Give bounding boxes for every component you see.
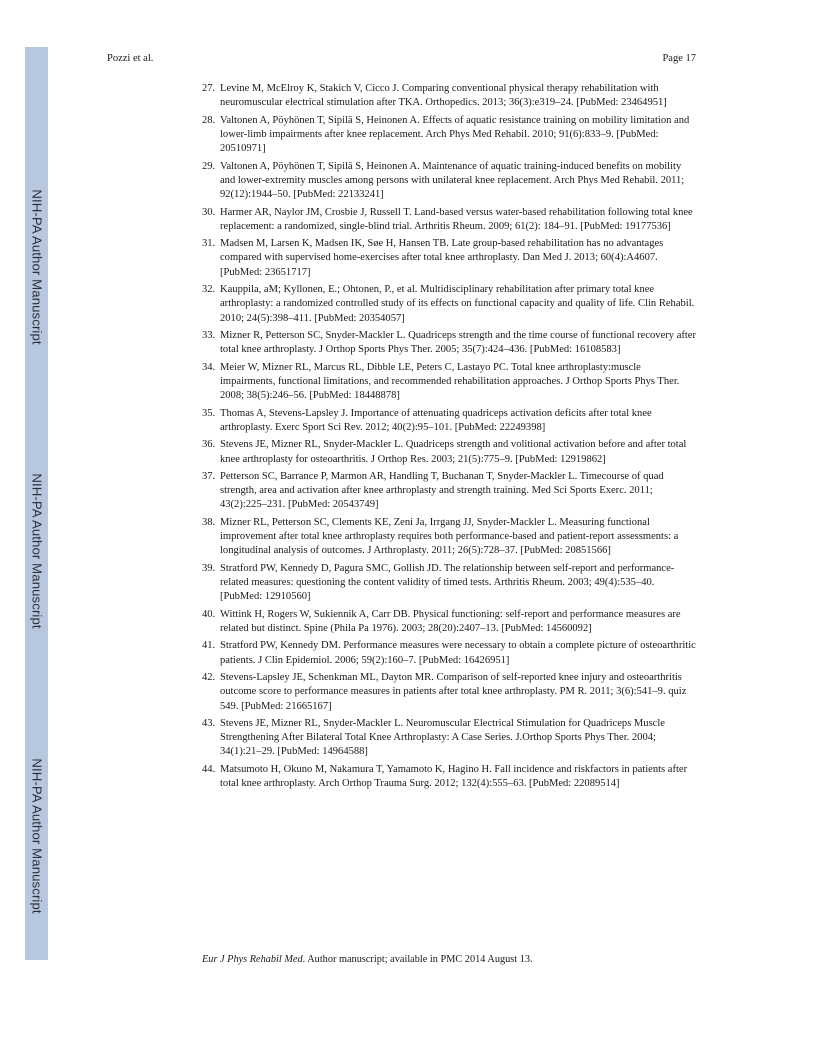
reference-number: 38. bbox=[202, 516, 216, 528]
reference-text: Stevens-Lapsley JE, Schenkman ML, Dayton MR. Comparison of self-reported knee injury and osteoarthritis outcome score to performance measures in patients after total knee arthroplasty. PM R. 2011; 3(6):541–9. quiz 549. [PubMed: 21665167] bbox=[220, 672, 687, 712]
page-footer bbox=[202, 954, 533, 965]
page-number: Page 17 bbox=[662, 53, 696, 64]
reference-item bbox=[202, 608, 698, 636]
reference-item bbox=[202, 114, 698, 157]
reference-item bbox=[202, 407, 698, 435]
sidebar-label: NIH-PA Author Manuscript bbox=[29, 758, 44, 914]
reference-number: 42. bbox=[202, 672, 216, 684]
reference-number: 28. bbox=[202, 114, 216, 126]
reference-number: 27. bbox=[202, 83, 216, 94]
reference-text: Meier W, Mizner RL, Marcus RL, Dibble LE, Peters C, Lastayo PC. Total knee arthroplasty:muscle impairments, functional limitations, and recommended rehabilitation approaches. J Orthop Sports Phys Ther. 2008; 38(5):246–56. [PubMed: 18448878] bbox=[220, 361, 680, 402]
reference-text: Kauppila, aM; Kyllonen, E.; Ohtonen, P., et al. Multidisciplinary rehabilitation after primary total knee arthroplasty: a randomized controlled study of its effects on functional capacity and quality of life. Clin Rehabil. 2010; 24(5):398–411. [PubMed: 20354057] bbox=[220, 284, 695, 324]
reference-item bbox=[202, 516, 698, 559]
reference-item bbox=[202, 438, 698, 466]
reference-item bbox=[202, 639, 698, 667]
reference-number: 41. bbox=[202, 640, 216, 652]
reference-number: 43. bbox=[202, 718, 216, 730]
reference-number: 29. bbox=[202, 160, 216, 172]
reference-text: Harmer AR, Naylor JM, Crosbie J, Russell T. Land-based versus water-based rehabilitation following total knee replacement: a randomized, single-blind trial. Arthritis Rheum. 2009; 61(2): 184–91. [PubMed: 19177536] bbox=[220, 206, 693, 232]
reference-item bbox=[202, 671, 698, 714]
footer-availability: . Author manuscript; available in PMC 2014 August 13. bbox=[302, 954, 533, 965]
reference-item bbox=[202, 82, 698, 110]
reference-number: 31. bbox=[202, 238, 216, 250]
reference-item bbox=[202, 206, 698, 234]
reference-text: Petterson SC, Barrance P, Marmon AR, Handling T, Buchanan T, Snyder-Mackler L. Timecourse of quad strength, area and activation after knee arthroplasty and strength training. Med Sci Sports Exerc. 2011; 43(2):225–231. [PubMed: 20543749] bbox=[220, 471, 664, 511]
reference-text: Mizner R, Petterson SC, Snyder-Mackler L. Quadriceps strength and the time course of functional recovery after total knee arthroplasty. J Orthop Sports Phys Ther. 2005; 35(7):424–436. [PubMed: 16108583] bbox=[220, 330, 697, 356]
reference-item bbox=[202, 717, 698, 760]
reference-number: 33. bbox=[202, 330, 216, 342]
reference-text: Stratford PW, Kennedy DM. Performance measures were necessary to obtain a complete picture of osteoarthritic patients. J Clin Epidemiol. 2006; 59(2):160–7. [PubMed: 16426951] bbox=[220, 640, 696, 666]
reference-number: 34. bbox=[202, 361, 216, 373]
reference-item bbox=[202, 283, 698, 326]
reference-text: Valtonen A, Pöyhönen T, Sipilä S, Heinonen A. Effects of aquatic resistance training on mobility limitation and lower-limb impairments after knee replacement. Arch Phys Med Rehabil. 2010; 91(6):833–9. [PubMed: 20510971] bbox=[220, 114, 690, 155]
reference-text: Madsen M, Larsen K, Madsen IK, Søe H, Hansen TB. Late group-based rehabilitation has no advantages compared with supervised home-exercises after total knee arthroplasty. Dan Med J. 2013; 60(4):A4607. [PubMed: 23651717] bbox=[220, 238, 664, 278]
reference-text: Mizner RL, Petterson SC, Clements KE, Zeni Ja, Irrgang JJ, Snyder-Mackler L. Measuring functional improvement after total knee arthroplasty requires both performance-based and patient-report assessments: a longitudinal analysis of outcomes. J Arthroplasty. 2011; 26(5):728–37. [PubMed: 20851566] bbox=[220, 516, 679, 557]
reference-text: Thomas A, Stevens-Lapsley J. Importance of attenuating quadriceps activation deficits after total knee arthroplasty. Exerc Sport Sci Rev. 2012; 40(2):95–101. [PubMed: 22249398] bbox=[220, 407, 652, 433]
reference-number: 44. bbox=[202, 763, 216, 775]
sidebar-label: NIH-PA Author Manuscript bbox=[29, 189, 44, 345]
reference-item bbox=[202, 763, 698, 791]
reference-item bbox=[202, 329, 698, 357]
author-manuscript-sidebar bbox=[25, 47, 48, 960]
reference-number: 35. bbox=[202, 407, 216, 419]
reference-number: 37. bbox=[202, 471, 216, 483]
reference-text: Matsumoto H, Okuno M, Nakamura T, Yamamoto K, Hagino H. Fall incidence and riskfactors in patients after total knee arthroplasty. Arch Orthop Trauma Surg. 2012; 132(4):555–63. [PubMed: 22089514] bbox=[220, 763, 688, 790]
journal-name: Eur J Phys Rehabil Med bbox=[202, 954, 303, 965]
reference-item bbox=[202, 361, 698, 404]
reference-text: Stratford PW, Kennedy D, Pagura SMC, Gollish JD. The relationship between self-report and performance-related measures: questioning the content validity of timed tests. Arthritis Rheum. 2003; 49(4):535–40. [PubMed: 12910560] bbox=[220, 562, 675, 603]
reference-item bbox=[202, 237, 698, 280]
running-head-author: Pozzi et al. bbox=[107, 53, 154, 64]
reference-number: 30. bbox=[202, 206, 216, 218]
reference-item bbox=[202, 470, 698, 513]
reference-number: 32. bbox=[202, 284, 216, 296]
reference-number: 36. bbox=[202, 439, 216, 451]
reference-text: Levine M, McElroy K, Stakich V, Cicco J. Comparing conventional physical therapy rehabilitation with neuromuscular electrical stimulation after TKA. Orthopedics. 2013; 36(3):e319–24. [PubMed: 23464951] bbox=[220, 83, 667, 109]
reference-number: 39. bbox=[202, 562, 216, 574]
sidebar-label: NIH-PA Author Manuscript bbox=[29, 473, 44, 629]
reference-number: 40. bbox=[202, 608, 216, 620]
reference-item bbox=[202, 562, 698, 605]
reference-text: Valtonen A, Pöyhönen T, Sipilä S, Heinonen A. Maintenance of aquatic training-induced benefits on mobility and lower-extremity muscles among persons with unilateral knee replacement. Arch Phys Med Rehabil. 2011; 92(12):1944–50. [PubMed: 22133241] bbox=[220, 160, 685, 201]
reference-text: Stevens JE, Mizner RL, Snyder-Mackler L. Neuromuscular Electrical Stimulation for Quadriceps Muscle Strengthening After Bilateral Total Knee Arthroplasty: A Case Series. J.Orthop Sports Phys Ther. 2004; 34(1):21–29. [PubMed: 14964588] bbox=[220, 718, 665, 758]
reference-text: Wittink H, Rogers W, Sukiennik A, Carr DB. Physical functioning: self-report and performance measures are related but distinct. Spine (Phila Pa 1976). 2003; 28(20):2407–13. [PubMed: 14560092] bbox=[220, 608, 681, 634]
reference-text: Stevens JE, Mizner RL, Snyder-Mackler L. Quadriceps strength and volitional activation before and after total knee arthroplasty for osteoarthritis. J Orthop Res. 2003; 21(5):775–9. [PubMed: 12919862] bbox=[220, 439, 687, 465]
reference-item bbox=[202, 160, 698, 203]
reference-list bbox=[202, 82, 698, 795]
